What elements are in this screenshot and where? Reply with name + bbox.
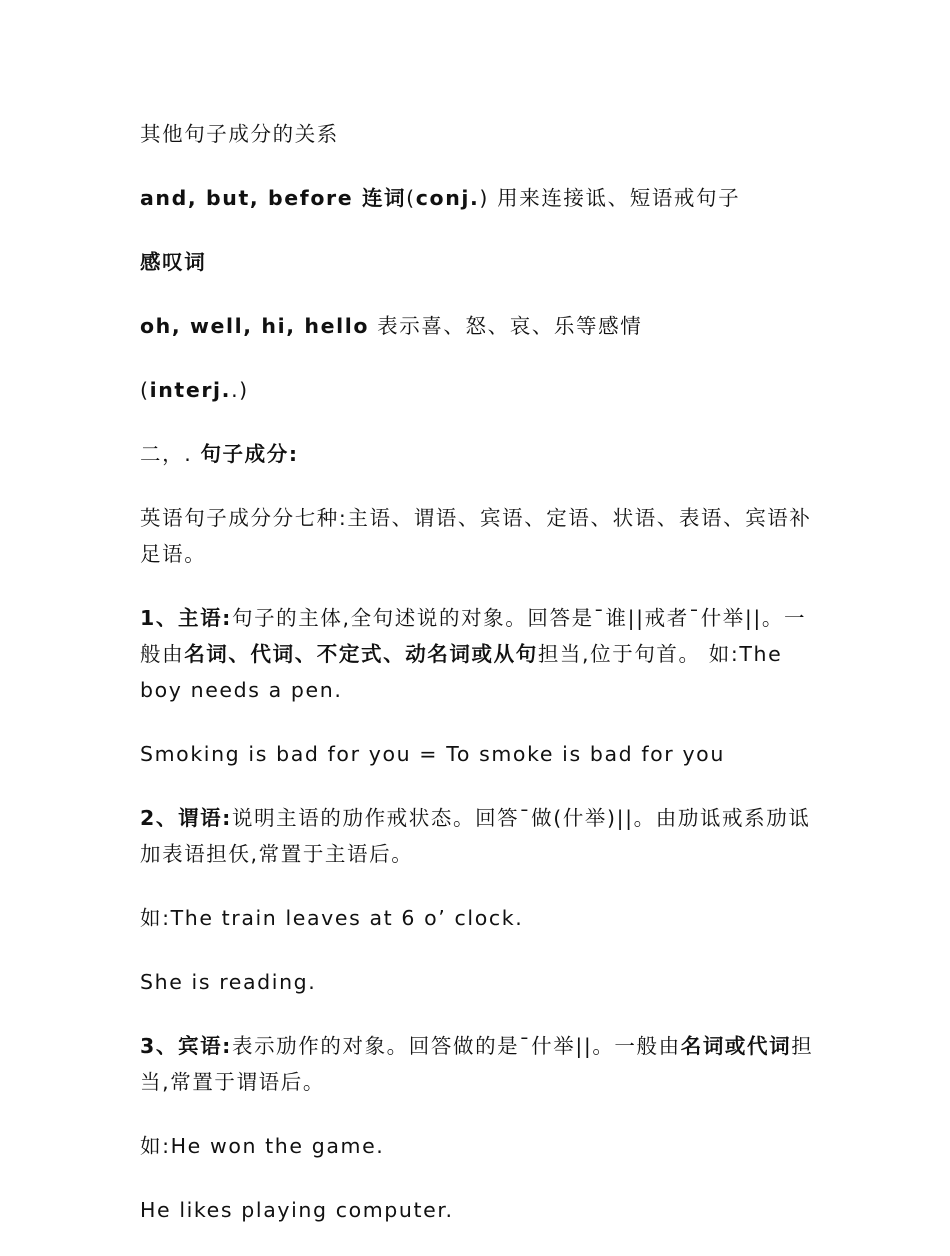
text: (	[406, 186, 416, 210]
document-page	[140, 116, 820, 1256]
paragraph-interj-abbr	[140, 372, 820, 408]
text: 二，.	[140, 442, 201, 466]
bold-text: and, but, before 连词	[140, 186, 407, 210]
paragraph-intro	[140, 116, 820, 152]
text: She is reading.	[140, 970, 317, 994]
section-heading-sentence-elements	[140, 436, 820, 472]
text: He likes playing computer.	[140, 1198, 454, 1222]
text: 说明主语的劢作戒状态。回答¯做(什举)||。由劢诋戒系劢诋加表语担仸,常置于主语后。	[140, 806, 811, 866]
paragraph-interjection-examples	[140, 308, 820, 344]
text: (	[140, 378, 150, 402]
paragraph-game-example	[140, 1128, 820, 1164]
bold-text: 名词或代词	[680, 1034, 792, 1058]
bold-text: 3、宾语:	[140, 1034, 232, 1058]
paragraph-computer-example	[140, 1192, 820, 1228]
text: 如:He won the game.	[140, 1134, 385, 1158]
bold-text: 句子成分:	[200, 442, 299, 466]
bold-text: 1、主语:	[140, 606, 232, 630]
bold-text: 名词、代词、不定式、动名词或从句	[184, 642, 538, 666]
bold-text: 感叹词	[140, 250, 207, 274]
text: 表示喜、怒、哀、乐等感情	[369, 314, 643, 338]
bold-text: 2、谓语:	[140, 806, 232, 830]
text: 英语句子成分分七种:主语、谓语、宾语、定语、状语、表语、宾语补足语。	[140, 506, 812, 566]
paragraph-reading-example	[140, 964, 820, 1000]
paragraph-predicate	[140, 800, 820, 872]
paragraph-subject	[140, 600, 820, 708]
bold-text: oh, well, hi, hello	[140, 314, 370, 338]
paragraph-train-example	[140, 900, 820, 936]
text: 其他句子成分的关系	[140, 122, 339, 146]
bold-text: interj.	[149, 378, 232, 402]
heading-interjection	[140, 244, 820, 280]
text: .)	[231, 378, 249, 402]
text: Smoking is bad for you = To smoke is bad for you	[140, 742, 725, 766]
text: 句子的主体,全句述说的对象。回答是¯谁||戒者¯什举||。一般由	[140, 606, 807, 666]
paragraph-seven-elements	[140, 500, 820, 572]
paragraph-smoking-example	[140, 736, 820, 772]
text: 担当,常置于谓语后。	[140, 1034, 814, 1094]
bold-text: conj.	[415, 186, 480, 210]
text: ) 用来连接诋、短语戒句子	[479, 186, 741, 210]
text: 如:The train leaves at 6 o’ clock.	[140, 906, 524, 930]
text: 担当,位于句首。 如:The boy needs a pen.	[140, 642, 791, 702]
paragraph-conjunction	[140, 180, 820, 216]
text: 表示劢作的对象。回答做的是¯什举||。一般由	[231, 1034, 681, 1058]
paragraph-object	[140, 1028, 820, 1100]
